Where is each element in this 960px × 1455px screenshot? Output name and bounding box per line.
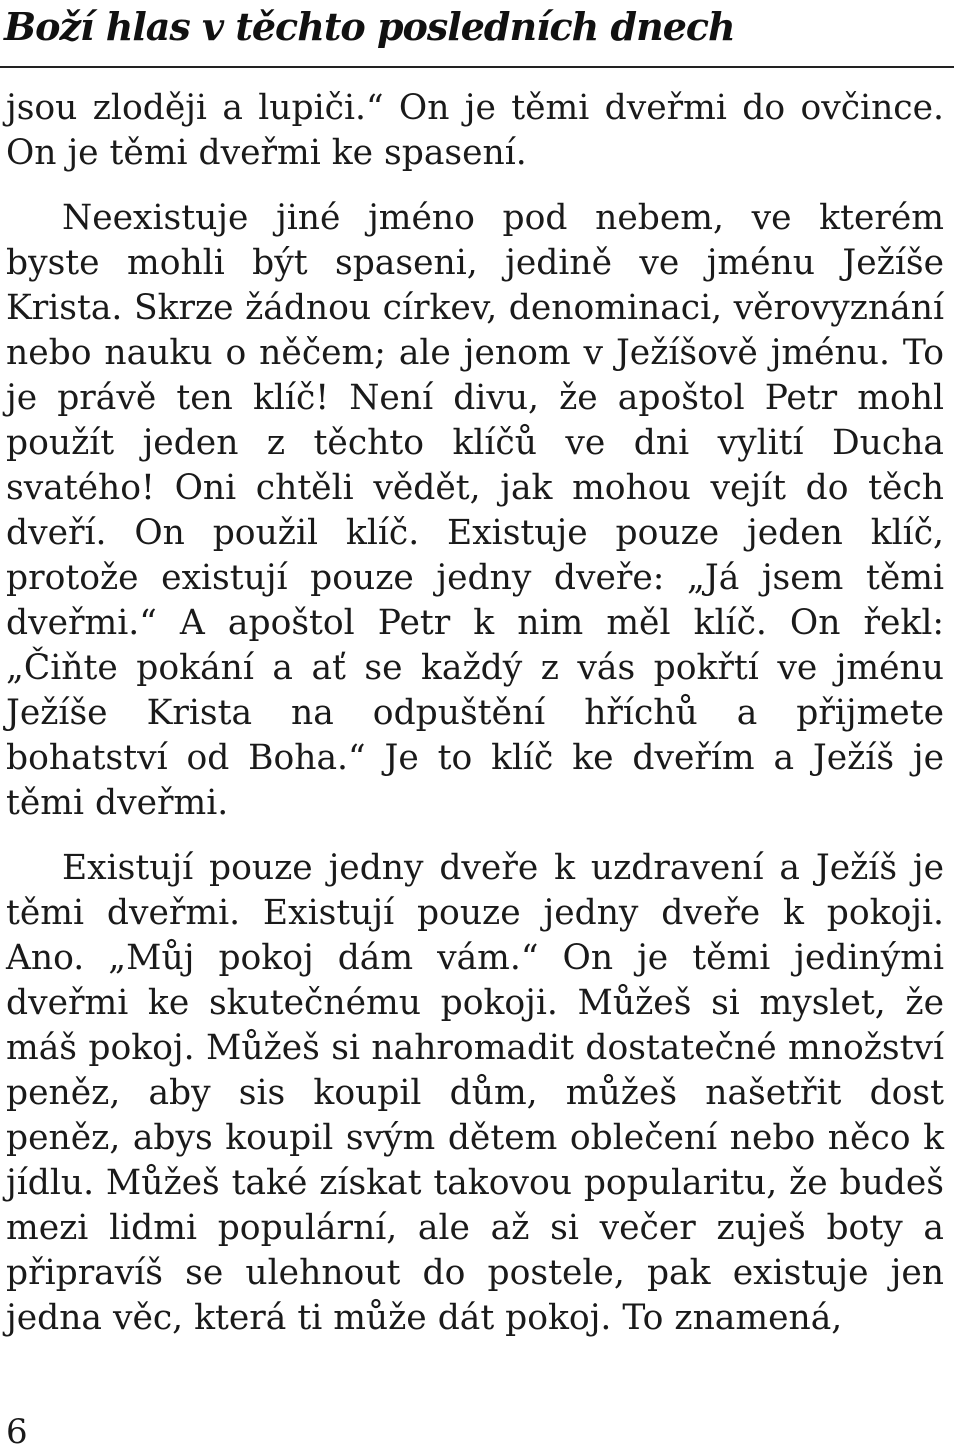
body-text: [6, 86, 944, 1341]
paragraph-name-of-jesus: Neexistuje jiné jméno pod nebem, ve kterém byste mohli být spaseni, jedině ve jménu Ježíše Krista. Skrze žádnou církev, denominaci, věrovyznání nebo nauku o něčem; ale jenom v Ježíšově jménu. To je právě ten klíč! Není divu, že apoštol Petr mohl použít jeden z těchto klíčů ve dni vylití Ducha svatého! Oni chtěli vědět, jak mohou vejít do těch dveří. On použil klíč. Existuje pouze jeden klíč, protože existují pouze jedny dveře: „Já jsem těmi dveřmi.“ A apoštol Petr k nim měl klíč. On řekl: „Čiňte pokání a ať se každý z vás pokřtí ve jménu Ježíše Krista na odpuštění hříchů a přijmete bohatství od Boha.“ Je to klíč ke dveřím a Ježíš je těmi dveřmi.: [6, 198, 944, 823]
header-divider-rule: [0, 66, 954, 68]
paragraph-continuation: jsou zloději a lupiči.“ On je těmi dveřmi do ovčince. On je těmi dveřmi ke spasení.: [6, 88, 944, 173]
page-number: 6: [6, 1412, 28, 1452]
running-header-title: Boží hlas v těchto posledních dnech: [4, 4, 735, 49]
paragraph-door-to-peace: Existují pouze jedny dveře k uzdravení a Ježíš je těmi dveřmi. Existují pouze jedny dveře k pokoji. Ano. „Můj pokoj dám vám.“ On je těmi jedinými dveřmi ke skutečnému pokoji. Můžeš si myslet, že máš pokoj. Můžeš si nahromadit dostatečné množství peněz, aby sis koupil dům, můžeš našetřit dost peněz, abys koupil svým dětem oblečení nebo něco k jídlu. Můžeš také získat takovou popularitu, že budeš mezi lidmi populární, ale až si večer zuješ boty a připravíš se ulehnout do postele, pak existuje jen jedna věc, která ti může dát pokoj. To znamená,: [6, 848, 944, 1338]
